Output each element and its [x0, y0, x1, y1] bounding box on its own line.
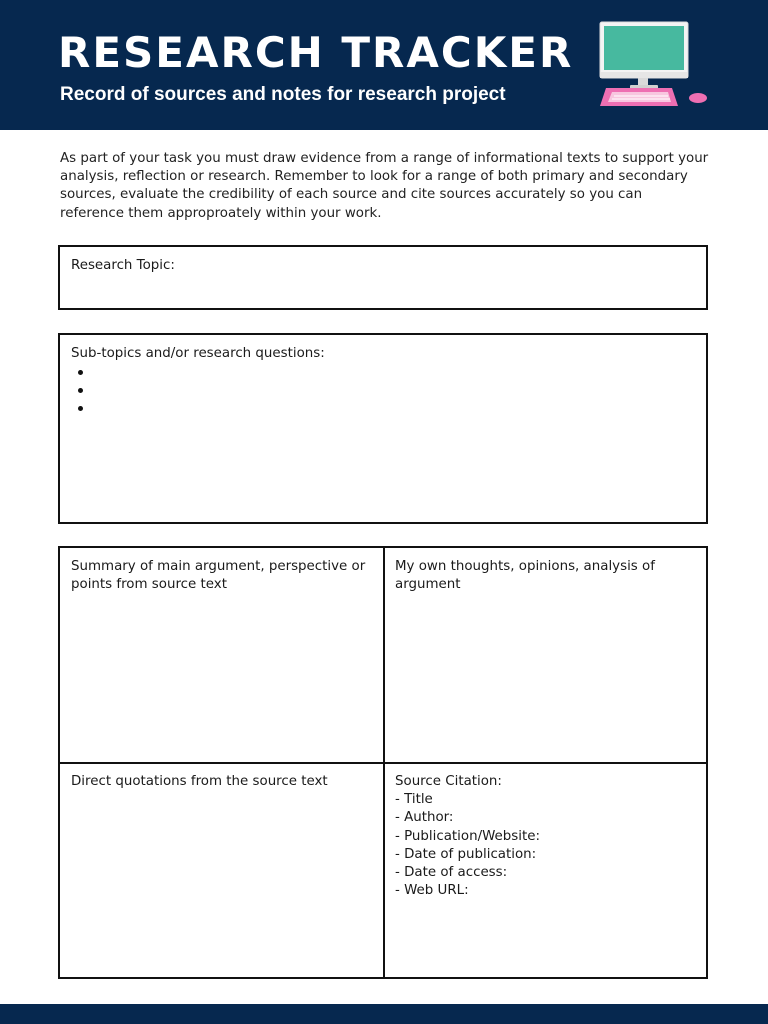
thoughts-cell-label: My own thoughts, opinions, analysis of argument	[395, 559, 655, 593]
citation-item-web-url: - Web URL:	[395, 883, 469, 899]
research-topic-box[interactable]	[58, 245, 708, 310]
subtopics-box[interactable]	[58, 333, 708, 524]
page-subtitle: Record of sources and notes for research project	[60, 84, 506, 105]
header-banner	[0, 0, 768, 130]
summary-cell-label: Summary of main argument, perspective or points from source text	[71, 559, 366, 593]
research-topic-label: Research Topic:	[71, 258, 175, 273]
citation-item-publication: - Publication/Website:	[395, 828, 540, 844]
quotations-cell-label: Direct quotations from the source text	[71, 774, 328, 789]
citation-item-date-access: - Date of access:	[395, 865, 508, 881]
citation-label: Source Citation:	[395, 774, 502, 789]
footer-bar	[0, 1004, 768, 1024]
subtopics-label: Sub-topics and/or research questions:	[71, 346, 325, 361]
citation-cell	[395, 773, 685, 900]
citation-list	[395, 791, 685, 900]
source-notes-grid	[58, 546, 708, 979]
intro-paragraph: As part of your task you must draw evidence from a range of informational texts to support your analysis, reflection or research. Remember to look for a range of both primary and secondary sources, evaluate the credibility of each source and cite sources accurately so you can reference them approproately within your work.	[60, 151, 709, 221]
grid-divider-horizontal	[60, 762, 706, 764]
page-title: RESEARCH TRACKER	[58, 28, 574, 77]
citation-item-title: - Title	[395, 792, 433, 808]
citation-item-author: - Author:	[395, 810, 454, 826]
computer-icon	[596, 18, 712, 110]
citation-item-date-publication: - Date of publication:	[395, 846, 537, 862]
